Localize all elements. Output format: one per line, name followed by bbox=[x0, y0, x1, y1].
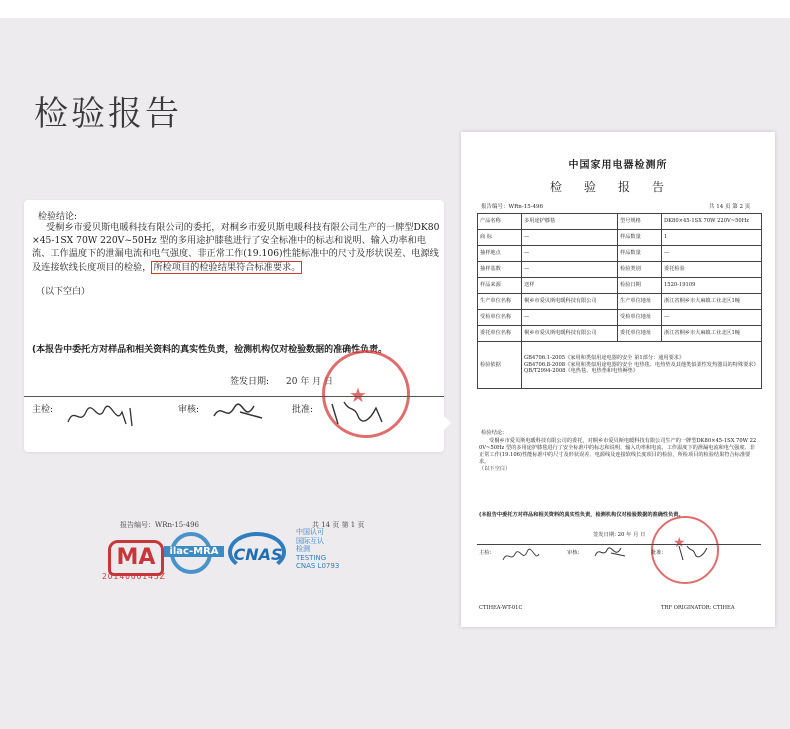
table-cell: 抽样地点 bbox=[478, 246, 522, 262]
table-cell: 商 标 bbox=[478, 230, 522, 246]
ilac-mra-logo: ilac-MRA bbox=[164, 532, 220, 578]
cnas-info: 中国认可 国际互认 检测 TESTING CNAS L0793 bbox=[296, 528, 340, 571]
conclusion-heading: 检验结论: bbox=[38, 212, 78, 222]
table-cell: — bbox=[662, 310, 762, 326]
table-cell: 委托单位名称 bbox=[478, 326, 522, 342]
reviewer-signature bbox=[210, 398, 270, 428]
report-conclusion-heading: 检验结论: bbox=[481, 430, 504, 436]
table-cell: 1520-19109 bbox=[662, 278, 762, 294]
table-cell: 浙江省桐乡市大麻镇工业北区1幢 bbox=[662, 294, 762, 310]
table-cell: 委托单位地址 bbox=[618, 326, 662, 342]
report-approver-label: 批准: bbox=[651, 550, 664, 556]
report-conclusion: 受桐乡市爱贝斯电暖科技有限公司的委托，对桐乡市爱贝斯电暖科技有限公司生产的一牌型DK80×45-1SX 70W 220V~50Hz 型的多用途护膝毯进行了安全标准中的标志和说明、输入功率和电流、工作温度下的泄漏电流和电气强度、非正常工作(19.106)性能标准中的尺寸及形状误差、电源线及连接软线长度项目的检验，所检项目的检验结果符合标准要求。 （以下空白） bbox=[479, 438, 757, 472]
table-cell: GB4706.1-2005《家用和类似用途电器的安全 第1部分：通用要求》 GB4706.8-2008《家用和类似用途电器的安全 电热毯、电热垫及其他类似柔性发热器具的特殊要求》 QB/T2994-2008《电热毯、电热垫和电热褥垫》 bbox=[522, 342, 762, 389]
table-cell: 产品名称 bbox=[478, 214, 522, 230]
table-cell: 抽样基数 bbox=[478, 262, 522, 278]
report-stamp: ★ bbox=[651, 516, 719, 584]
table-row bbox=[478, 342, 762, 389]
table-cell: 桐乡市爱贝斯电暖科技有限公司 bbox=[522, 326, 618, 342]
responsibility-note: (本报告中委托方对样品和相关资料的真实性负责，检测机构仅对检验数据的准确性负责。 bbox=[32, 345, 388, 355]
table-cell: 样品数量 bbox=[618, 246, 662, 262]
logo-page-no: 共 14 页 第 1 页 bbox=[312, 521, 365, 529]
table-cell: 浙江省桐乡市大麻镇工业北区1幢 bbox=[662, 326, 762, 342]
table-cell: — bbox=[522, 230, 618, 246]
report-footer-left: CTIHEA-WT-01C bbox=[479, 605, 523, 611]
table-cell: 委托检验 bbox=[662, 262, 762, 278]
table-cell: — bbox=[522, 262, 618, 278]
page-title: 检验报告 bbox=[34, 94, 182, 134]
report-issue-date: 签发日期: 20 年 月 日 bbox=[593, 532, 646, 538]
table-cell: 1 bbox=[662, 230, 762, 246]
report-reviewer-signature bbox=[593, 544, 629, 562]
table-cell: 送样 bbox=[522, 278, 618, 294]
conclusion-excerpt-card bbox=[24, 200, 444, 452]
logo-report-no: 报告编号：WRn-15-496 bbox=[120, 521, 199, 529]
report-inspector-signature bbox=[501, 546, 545, 564]
blank-note: （以下空白） bbox=[36, 287, 91, 297]
table-cell: 样品数量 bbox=[618, 230, 662, 246]
table-cell: — bbox=[522, 310, 618, 326]
conclusion-text bbox=[32, 221, 442, 274]
table-row bbox=[478, 310, 762, 326]
report-note: (本报告中委托方对样品和相关资料的真实性负责，检测机构仅对检验数据的准确性负责。 bbox=[479, 512, 684, 518]
table-cell: — bbox=[662, 246, 762, 262]
conclusion-prefix: 受桐乡市爱贝斯电暖科技有限公司的委托，对桐乡市爱贝斯电暖科技有限公司生产的一牌型DK80×45-1SX 70W 220V~50Hz 型的多用途护膝毯进行了安全标准中的标志和说明、输入功率和电流、工作温度下的泄漏电流和电气强度、非正常工作(19.106)性能标准中的尺寸及形状误差、电源线及连接软线长度项目的检验， bbox=[32, 222, 440, 273]
chief-inspector-label: 主检: bbox=[32, 405, 54, 415]
cma-logo: MA bbox=[108, 540, 164, 576]
table-cell: 检验日期 bbox=[618, 278, 662, 294]
conclusion-highlight: 所检项目的检验结果符合标准要求。 bbox=[153, 261, 301, 273]
report-approver-signature bbox=[675, 542, 711, 564]
top-bar bbox=[0, 0, 790, 18]
table-cell: 检验类别 bbox=[618, 262, 662, 278]
reviewer-label: 审核: bbox=[178, 405, 200, 415]
report-reviewer-label: 审核: bbox=[567, 550, 580, 556]
table-cell: 检验依据 bbox=[478, 342, 522, 389]
table-row bbox=[478, 326, 762, 342]
table-cell: DK80×45-1SX 70W 220V~50Hz bbox=[662, 214, 762, 230]
table-cell: 样品来源 bbox=[478, 278, 522, 294]
table-cell: 生产单位名称 bbox=[478, 294, 522, 310]
cma-number: 2014000145Z bbox=[102, 572, 166, 581]
table-cell: 受检单位地址 bbox=[618, 310, 662, 326]
issue-date-label: 签发日期: bbox=[230, 377, 270, 387]
table-cell: — bbox=[522, 246, 618, 262]
report-number: 报告编号：WRn-15-496 bbox=[481, 204, 544, 210]
report-title: 检验报告 bbox=[549, 180, 686, 194]
approver-label: 批准: bbox=[292, 405, 314, 415]
pointer-arrow bbox=[440, 412, 451, 434]
approver-signature bbox=[324, 396, 394, 430]
table-cell: 生产单位地址 bbox=[618, 294, 662, 310]
issue-date-value: 20 年 月 日 bbox=[286, 377, 334, 387]
report-org: 中国家用电器检测所 bbox=[568, 160, 668, 171]
report-inspector-label: 主检: bbox=[479, 550, 492, 556]
table-row bbox=[478, 246, 762, 262]
table-row bbox=[478, 230, 762, 246]
cnas-logo: CNAS bbox=[226, 532, 290, 578]
table-row bbox=[478, 214, 762, 230]
report-document bbox=[461, 132, 775, 627]
official-stamp: ★ bbox=[322, 350, 410, 438]
table-cell: 受检单位名称 bbox=[478, 310, 522, 326]
report-page: 共 14 页 第 2 页 bbox=[709, 204, 751, 210]
table-row bbox=[478, 278, 762, 294]
table-cell: 桐乡市爱贝斯电暖科技有限公司 bbox=[522, 294, 618, 310]
table-cell: 型号规格 bbox=[618, 214, 662, 230]
table-row bbox=[478, 262, 762, 278]
table-row bbox=[478, 294, 762, 310]
inspector-signature bbox=[64, 400, 144, 430]
report-info-table bbox=[477, 213, 762, 389]
table-cell: 多用途护膝毯 bbox=[522, 214, 618, 230]
report-footer-right: TRF ORIGINATOR: CTIHEA bbox=[661, 605, 735, 611]
